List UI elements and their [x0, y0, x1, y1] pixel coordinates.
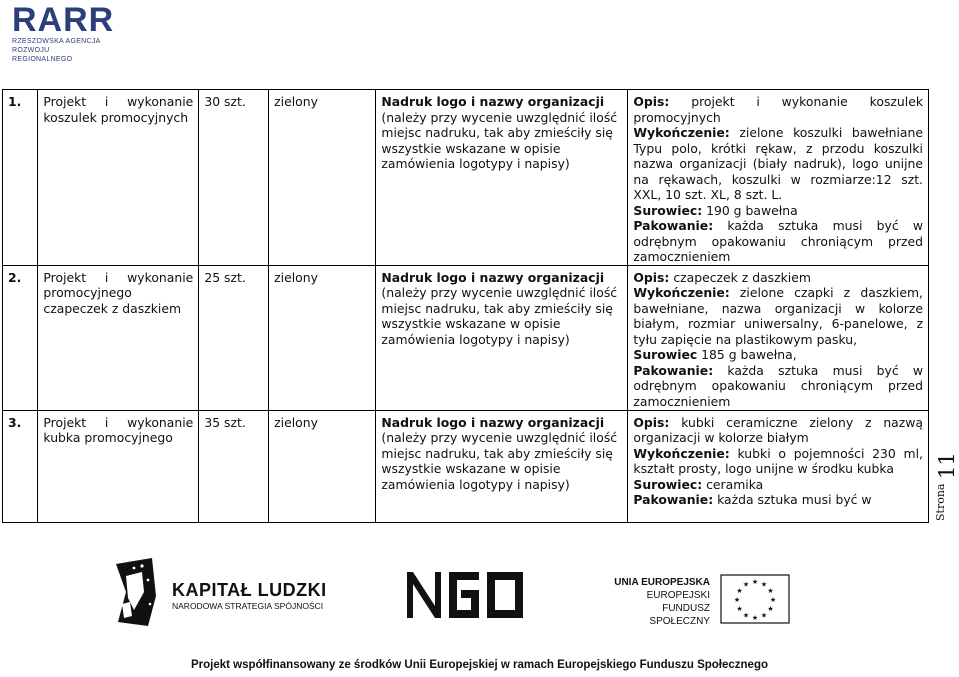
desc-text: zielone czapki z daszkiem, bawełniane, nazwa organizacji w kolorze białym, rozmiar uniwersalny, 6-panelowe, z tyłu zapięcie na plastikowym pasku, — [633, 285, 923, 347]
page-number — [926, 445, 959, 525]
desc-text: 190 g bawełna — [702, 202, 798, 218]
rarr-logo-word: RARR — [12, 1, 115, 39]
desc-label: Wykończenie: — [633, 445, 730, 461]
item-quantity: 30 szt. — [199, 90, 269, 266]
desc-label: Pakowanie: — [633, 492, 714, 507]
page-number-label: Strona — [934, 483, 947, 521]
rarr-logo — [12, 1, 115, 65]
svg-text:★: ★ — [767, 587, 774, 595]
item-print — [376, 90, 628, 266]
item-quantity: 25 szt. — [199, 265, 269, 410]
kapital-ludzki-title: KAPITAŁ LUDZKI — [172, 580, 327, 600]
item-color: zielony — [269, 265, 376, 410]
desc-text: projekt i wykonanie koszulek promocyjnych — [633, 94, 923, 125]
neo-logo — [405, 568, 527, 620]
desc-text: każda sztuka musi być w odrębnym opakowaniu chroniącym przed zamocznieniem — [633, 362, 923, 409]
kapital-ludzki-emblem-icon — [112, 556, 160, 628]
item-number: 2. — [3, 265, 38, 410]
page-number-value: 11 — [935, 452, 959, 479]
item-color: zielony — [269, 90, 376, 266]
print-body: (należy przy wycenie uwzględnić ilość miejsc nadruku, tak aby zmieściły się wszystkie wskazane w opisie zamówienia logotypy i napisy) — [381, 285, 618, 347]
svg-text:★: ★ — [760, 580, 768, 589]
item-number: 1. — [3, 90, 38, 266]
svg-text:★: ★ — [733, 596, 741, 604]
item-description — [628, 410, 929, 522]
svg-text:★: ★ — [736, 605, 743, 613]
desc-label: Surowiec: — [633, 476, 703, 492]
desc-label: Surowiec — [633, 347, 698, 362]
eu-flag-icon — [720, 574, 790, 624]
item-name: Projekt i wykonanie kubka promocyjnego — [38, 410, 199, 522]
svg-text:★: ★ — [736, 587, 743, 595]
eu-logo — [612, 574, 832, 626]
table-row — [3, 265, 929, 410]
desc-text: każda sztuka musi być w — [713, 492, 872, 507]
desc-label: Wykończenie: — [633, 125, 730, 140]
desc-label: Pakowanie: — [633, 218, 714, 233]
item-name: Projekt i wykonanie promocyjnego czapeczek z daszkiem — [38, 265, 199, 410]
svg-text:★: ★ — [751, 578, 759, 586]
svg-text:★: ★ — [767, 605, 774, 613]
desc-label: Opis: — [633, 269, 670, 285]
svg-text:★: ★ — [742, 611, 750, 620]
svg-text:★: ★ — [769, 596, 777, 604]
desc-label: Pakowanie: — [633, 362, 714, 378]
print-body: (należy przy wycenie uwzględnić ilość miejsc nadruku, tak aby zmieściły się wszystkie wskazane w opisie zamówienia logotypy i napisy) — [381, 109, 618, 171]
eu-logo-line1: UNIA EUROPEJSKA — [614, 577, 710, 588]
desc-text: zielone koszulki bawełniane Typu polo, krótki rękaw, z przodu koszulki nazwa organizacji (biały nadruk), logo unijne na rękawach, koszulki w rozmiarze:12 szt. XXL, 10 szt. XL, 8 szt. L. — [633, 125, 923, 202]
desc-label: Wykończenie: — [633, 285, 730, 300]
eu-logo-line2: EUROPEJSKI — [646, 590, 710, 601]
desc-text: kubki o pojemności 230 ml, kształt prosty, logo unijne w środku kubka — [633, 445, 923, 476]
neo-logo-icon — [405, 568, 527, 620]
desc-text: czapeczek z daszkiem — [669, 269, 811, 285]
item-description — [628, 90, 929, 266]
funding-note: Projekt współfinansowany ze środków Unii Europejskiej w ramach Europejskiego Funduszu Społecznego — [190, 659, 769, 671]
desc-text: kubki ceramiczne zielony z nazwą organizacji w kolorze białym — [633, 414, 923, 445]
print-title: Nadruk logo i nazwy organizacji — [381, 269, 605, 285]
print-body: (należy przy wycenie uwzględnić ilość miejsc nadruku, tak aby zmieściły się wszystkie wskazane w opisie zamówienia logotypy i napisy) — [381, 430, 618, 492]
print-title: Nadruk logo i nazwy organizacji — [381, 94, 605, 109]
desc-label: Surowiec: — [633, 202, 703, 218]
eu-logo-line3: FUNDUSZ SPOŁECZNY — [649, 603, 710, 627]
svg-text:★: ★ — [742, 580, 750, 589]
rarr-logo-line2: ROZWOJU REGIONALNEGO — [12, 47, 73, 63]
desc-label: Opis: — [633, 94, 670, 109]
table-row — [3, 90, 929, 266]
order-table — [2, 89, 929, 523]
item-print — [376, 265, 628, 410]
svg-text:★: ★ — [751, 614, 759, 622]
rarr-logo-line1: RZESZOWSKA AGENCJA — [12, 38, 101, 45]
item-print — [376, 410, 628, 522]
desc-text: ceramika — [702, 476, 764, 492]
item-description — [628, 265, 929, 410]
svg-text:★: ★ — [760, 611, 768, 620]
item-quantity: 35 szt. — [199, 410, 269, 522]
table-row — [3, 410, 929, 522]
desc-text: 185 g bawełna, — [697, 347, 797, 362]
desc-text: każda sztuka musi być w odrębnym opakowaniu chroniącym przed zamocznieniem — [633, 218, 923, 264]
item-color: zielony — [269, 410, 376, 522]
item-name: Projekt i wykonanie koszulek promocyjnych — [38, 90, 199, 266]
desc-label: Opis: — [633, 414, 670, 430]
item-number: 3. — [3, 410, 38, 522]
kapital-ludzki-logo — [112, 556, 342, 628]
kapital-ludzki-subtitle: NARODOWA STRATEGIA SPÓJNOŚCI — [172, 601, 324, 611]
print-title: Nadruk logo i nazwy organizacji — [381, 414, 605, 430]
